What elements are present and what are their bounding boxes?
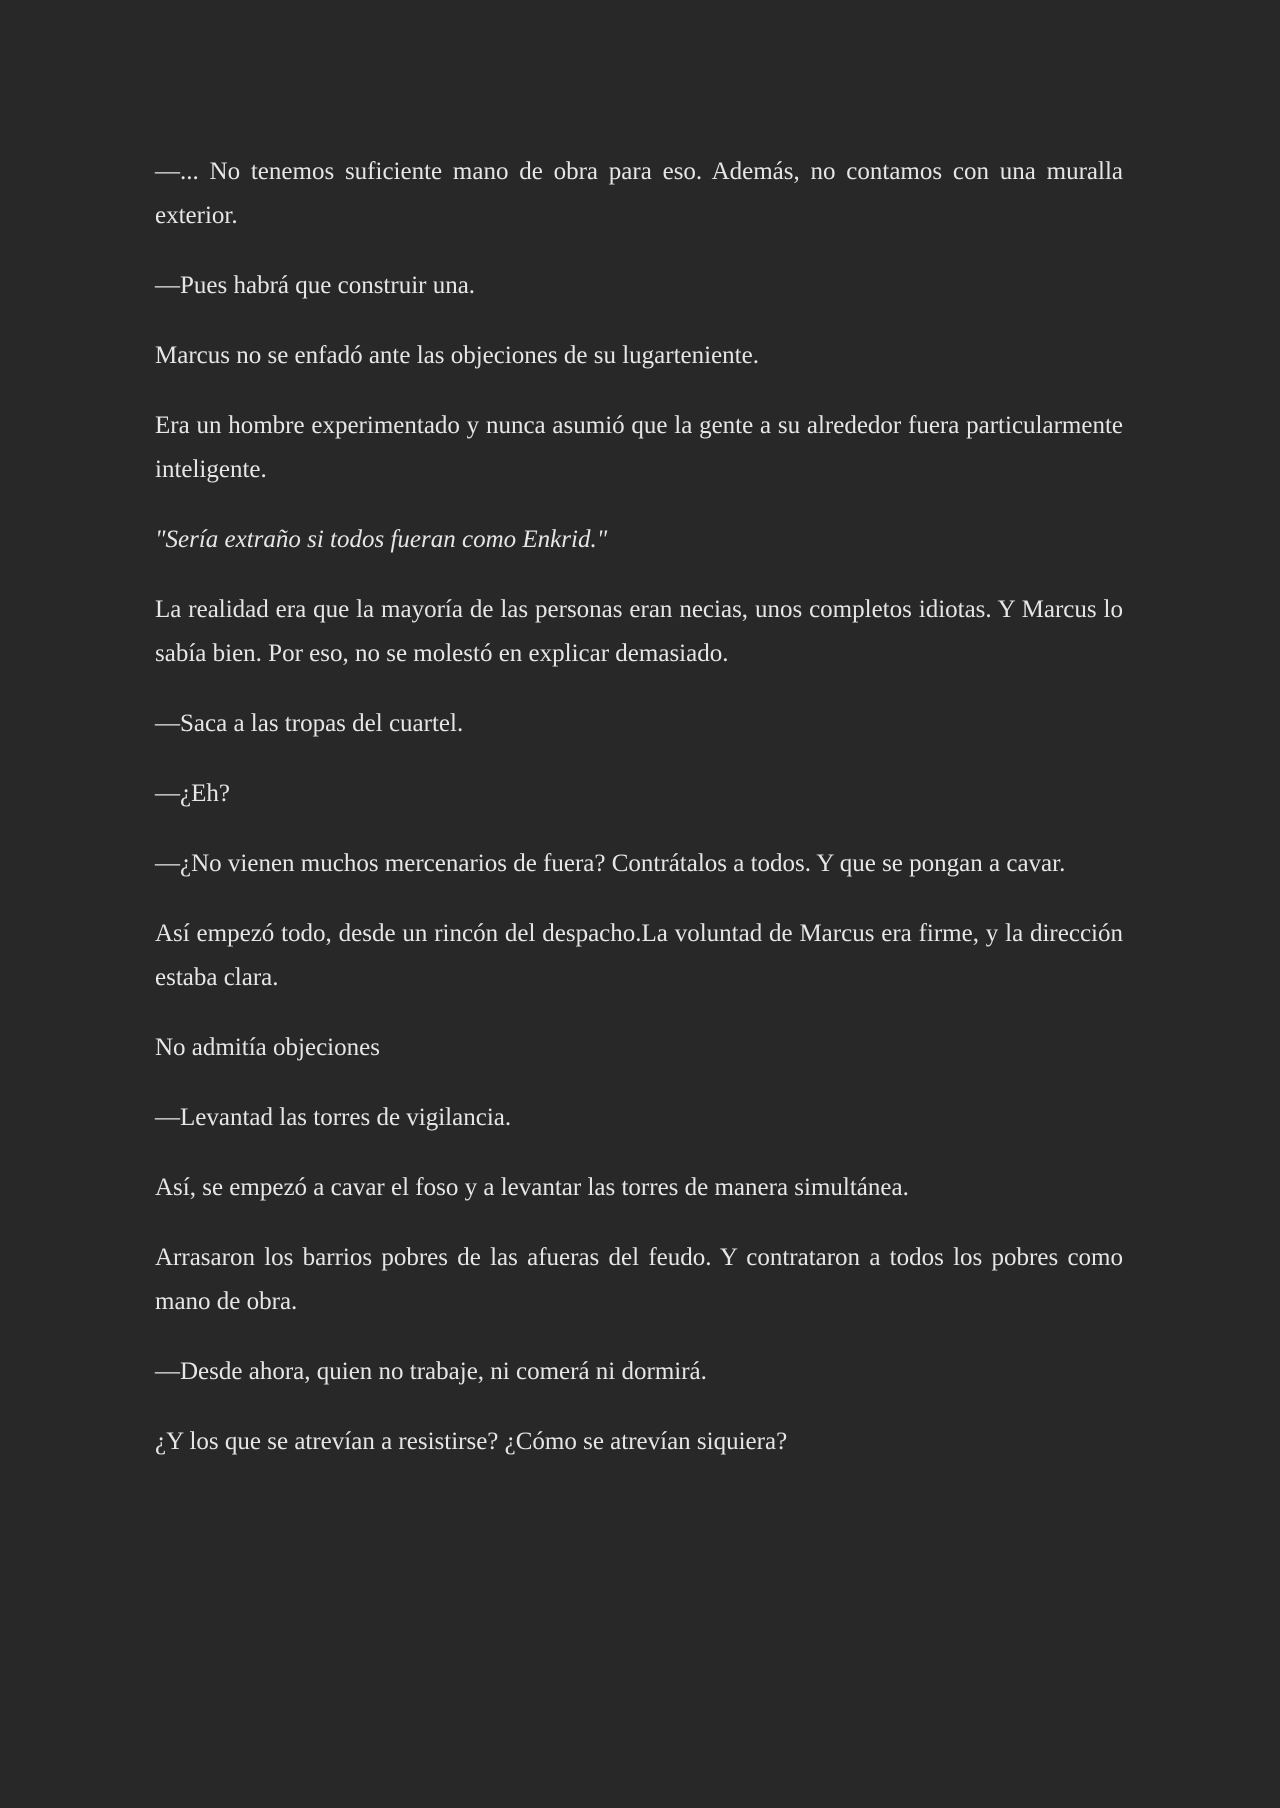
paragraph-3: Marcus no se enfadó ante las objeciones de su lugarteniente. xyxy=(155,342,759,369)
paragraph-11: No admitía objeciones xyxy=(155,1034,380,1061)
paragraph-8: —¿Eh? xyxy=(155,780,230,807)
paragraph-16: ¿Y los que se atrevían a resistirse? ¿Cómo se atrevían siquiera? xyxy=(155,1428,788,1455)
paragraph-6: La realidad era que la mayoría de las personas eran necias, unos completos idiotas. Y Marcus lo sabía bien. Por eso, no se molestó en explicar demasiado. xyxy=(155,596,1123,667)
paragraph-9: —¿No vienen muchos mercenarios de fuera? Contrátalos a todos. Y que se pongan a cavar. xyxy=(155,850,1066,877)
paragraph-7: —Saca a las tropas del cuartel. xyxy=(155,710,464,737)
chapter-text xyxy=(155,150,1123,1464)
paragraph-12: —Levantad las torres de vigilancia. xyxy=(155,1104,512,1131)
paragraph-14: Arrasaron los barrios pobres de las afueras del feudo. Y contrataron a todos los pobres como mano de obra. xyxy=(155,1244,1123,1315)
paragraph-1: —... No tenemos suficiente mano de obra para eso. Además, no contamos con una muralla exterior. xyxy=(155,158,1123,229)
paragraph-10: Así empezó todo, desde un rincón del despacho.La voluntad de Marcus era firme, y la dirección estaba clara. xyxy=(155,920,1123,991)
paragraph-4: Era un hombre experimentado y nunca asumió que la gente a su alrededor fuera particularmente inteligente. xyxy=(155,412,1123,483)
paragraph-15: —Desde ahora, quien no trabaje, ni comerá ni dormirá. xyxy=(155,1358,707,1385)
paragraph-2: —Pues habrá que construir una. xyxy=(155,272,476,299)
paragraph-13: Así, se empezó a cavar el foso y a levantar las torres de manera simultánea. xyxy=(155,1174,909,1201)
paragraph-5-thought: "Sería extraño si todos fueran como Enkrid." xyxy=(155,526,608,553)
